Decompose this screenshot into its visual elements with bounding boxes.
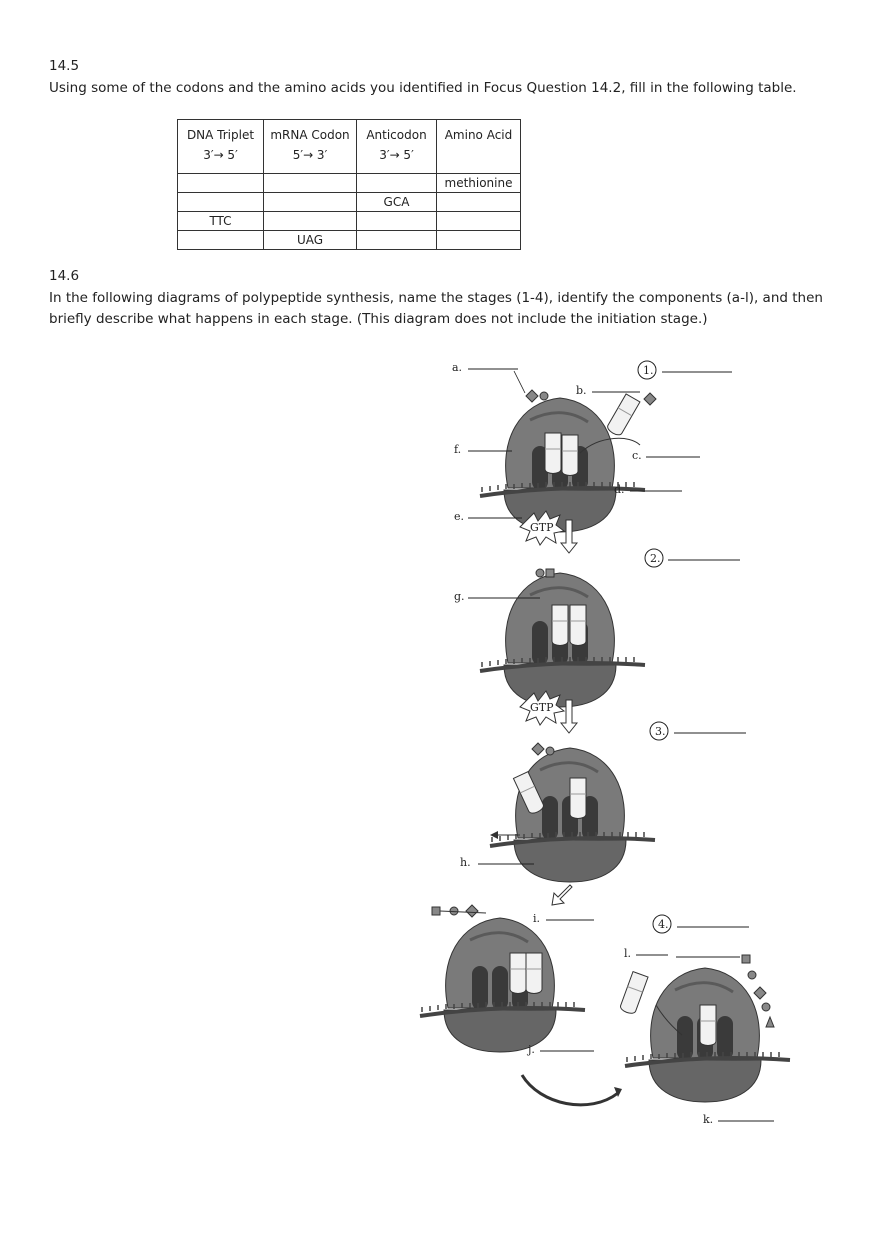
table-cell[interactable]	[178, 174, 264, 193]
question-14-6-number: 14.6	[49, 268, 80, 284]
stage-3-number: 3.	[655, 725, 666, 738]
table-cell[interactable]	[357, 231, 437, 250]
table-cell[interactable]	[437, 193, 521, 212]
codon-table	[177, 119, 521, 250]
table-cell[interactable]	[264, 174, 357, 193]
header-title: DNA Triplet	[186, 128, 255, 142]
gtp-label-2: GTP	[530, 701, 554, 714]
header-mrna-codon	[264, 120, 357, 174]
label-l: l.	[624, 947, 632, 960]
stage-2-ribosome	[480, 569, 645, 707]
pointer-a	[514, 371, 525, 393]
header-title: Amino Acid	[444, 128, 513, 142]
gtp-label-1: GTP	[530, 521, 554, 534]
question-14-6-text: In the following diagrams of polypeptide synthesis, name the stages (1-4), identify the components (a-l), and then briefly describe what happens in each stage. (This diagram does not include the initiation stage.)	[49, 290, 823, 327]
table-cell[interactable]	[357, 212, 437, 231]
table-cell[interactable]	[264, 193, 357, 212]
header-direction: 3′→ 5′	[379, 148, 414, 162]
stage-4-number: 4.	[658, 918, 669, 931]
cycle-arrow	[522, 1075, 618, 1105]
table-row	[178, 231, 521, 250]
label-b: b.	[576, 384, 587, 397]
table-cell[interactable]: TTC	[178, 212, 264, 231]
header-direction: 3′→ 5′	[203, 148, 238, 162]
label-h: h.	[460, 856, 471, 869]
header-amino-acid	[437, 120, 521, 174]
header-direction: 5′→ 3′	[292, 148, 328, 162]
polypeptide-synthesis-diagram	[400, 345, 840, 1135]
stage-2-number: 2.	[650, 552, 661, 565]
table-header-row	[178, 120, 521, 174]
table-cell[interactable]	[264, 212, 357, 231]
table-cell[interactable]: methionine	[437, 174, 521, 193]
label-c: c.	[632, 449, 642, 462]
question-14-5-number: 14.5	[49, 58, 80, 74]
table-row	[178, 174, 521, 193]
header-title: Anticodon	[366, 128, 427, 142]
label-i: i.	[533, 912, 541, 925]
table-row	[178, 212, 521, 231]
label-k: k.	[703, 1113, 714, 1126]
label-d: d.	[614, 483, 625, 496]
label-g: g.	[454, 590, 465, 603]
stage-1-number: 1.	[643, 364, 654, 377]
label-e: e.	[454, 510, 465, 523]
arrow-diagonal	[552, 885, 572, 905]
table-row	[178, 193, 521, 212]
label-f: f.	[454, 443, 462, 456]
stage-4-right-ribosome	[619, 955, 790, 1102]
table-cell[interactable]	[437, 212, 521, 231]
question-14-5-text: Using some of the codons and the amino acids you identified in Focus Question 14.2, fill in the following table.	[49, 80, 797, 96]
table-cell[interactable]	[437, 231, 521, 250]
table-cell[interactable]	[178, 193, 264, 212]
label-j: j.	[528, 1043, 535, 1056]
stage-3-ribosome	[490, 743, 655, 882]
header-anticodon	[357, 120, 437, 174]
table-cell[interactable]	[178, 231, 264, 250]
stage-1-ribosome	[480, 390, 656, 532]
stage-4-left-ribosome	[420, 905, 585, 1052]
header-title: mRNA Codon	[270, 128, 350, 142]
table-cell[interactable]: UAG	[264, 231, 357, 250]
table-cell[interactable]: GCA	[357, 193, 437, 212]
header-dna-triplet	[178, 120, 264, 174]
table-cell[interactable]	[357, 174, 437, 193]
label-a: a.	[452, 361, 463, 374]
